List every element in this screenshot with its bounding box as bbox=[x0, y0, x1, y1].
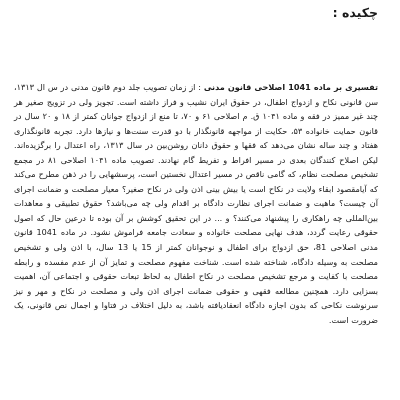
abstract-title-lead: تفسیری بر ماده 1041 اصلاحی قانون مدنی bbox=[203, 82, 379, 92]
abstract-heading: چکیده : bbox=[332, 5, 378, 20]
abstract-body-text: : از زمان تصویب جلد دوم قانون مدنی در س ال ۱۳۱۳، سن قانونی نکاح و ازدواج اطفال، در حقوق ایران نشیب و فراز داشته است. تجویز ولی در تزویج صغیر هر چند غیر ممیز در فقه و ماده ۱۰۴۱ ق. م اصلاحی ۶۱ و ۷۰، تا منع از ازدواج جوانان کمتر از ۱۸ و ۲۰ سال در قانون حمایت خانواده ۵۳، حکایت از مواجهه قانونگذار با دو قدرت سنت‌ها و نیازها دارد. تجربه قانونگذاری هفتاد و چند ساله نشان می‌دهد که فقها و حقوق دانان روشن‌بین در سال ۱۳۱۳، راه اعتدال را برگزیده‌اند. لیکن اصلاح کنندگان بعدی در مسیر افراط و تفریط گام نهادند. تصویب ماده ۱۰۴۱ اصلاحی ۸۱ در مجمع تشخیص مصلحت نظام، که گامی ناقص در مسیر اعتدال نخستین است، پرسشهایی را در ذهن مطرح می‌کند که آیامقصود ابقاء ولایت در نکاح است یا بیش بینی اذن ولی در نکاح صغیر؟ معیار مصلحت و ضمانت اجرای آن چیست؟ ماهیت و ضمانت اجرای نظارت دادگاه بر اقدام ولی چه می‌باشد؟ حقوق تطبیقی و معاهدات بین‌المللی چه راهکاری را پیشنهاد می‌کنند؟ و ... در این تحقیق کوشش بر آن بوده تا درعین حال که اصول حقوقی رعایت گردد، هدف نهایی مصلحت خانواده و سعادت جامعه فراموش نشود. در ماده 1041 قانون مدنی اصلاحی 81، حق ازدواج برای اطفال و نوجوانان کمتر از 15 یا 13 سال، با اذن ولی و تشخیص مصلحت به وسیله دادگاه، شناخته شده است. شناخت مفهوم مصلحت و تمایز آن از عدم مفسده و رابطه مصلحت با کفایت و مرجع تشخیص مصلحت در نکاح اطفال به لحاظ تبعات حقوقی و اجتماعی آن، اهمیت بسزایی دارد. همچنین مطالعه فقهی و حقوقی ضمانت اجرای اذن ولی و مصلحت در نکاح و مهر و نیز سرنوشت نکاحی که بدون اجازه دادگاه انعقادیافته باشد، به دلیل اختلاف در فتاوا و اجمال نص قانونی، یک ضرورت است. bbox=[14, 82, 379, 325]
abstract-paragraph bbox=[14, 80, 378, 327]
